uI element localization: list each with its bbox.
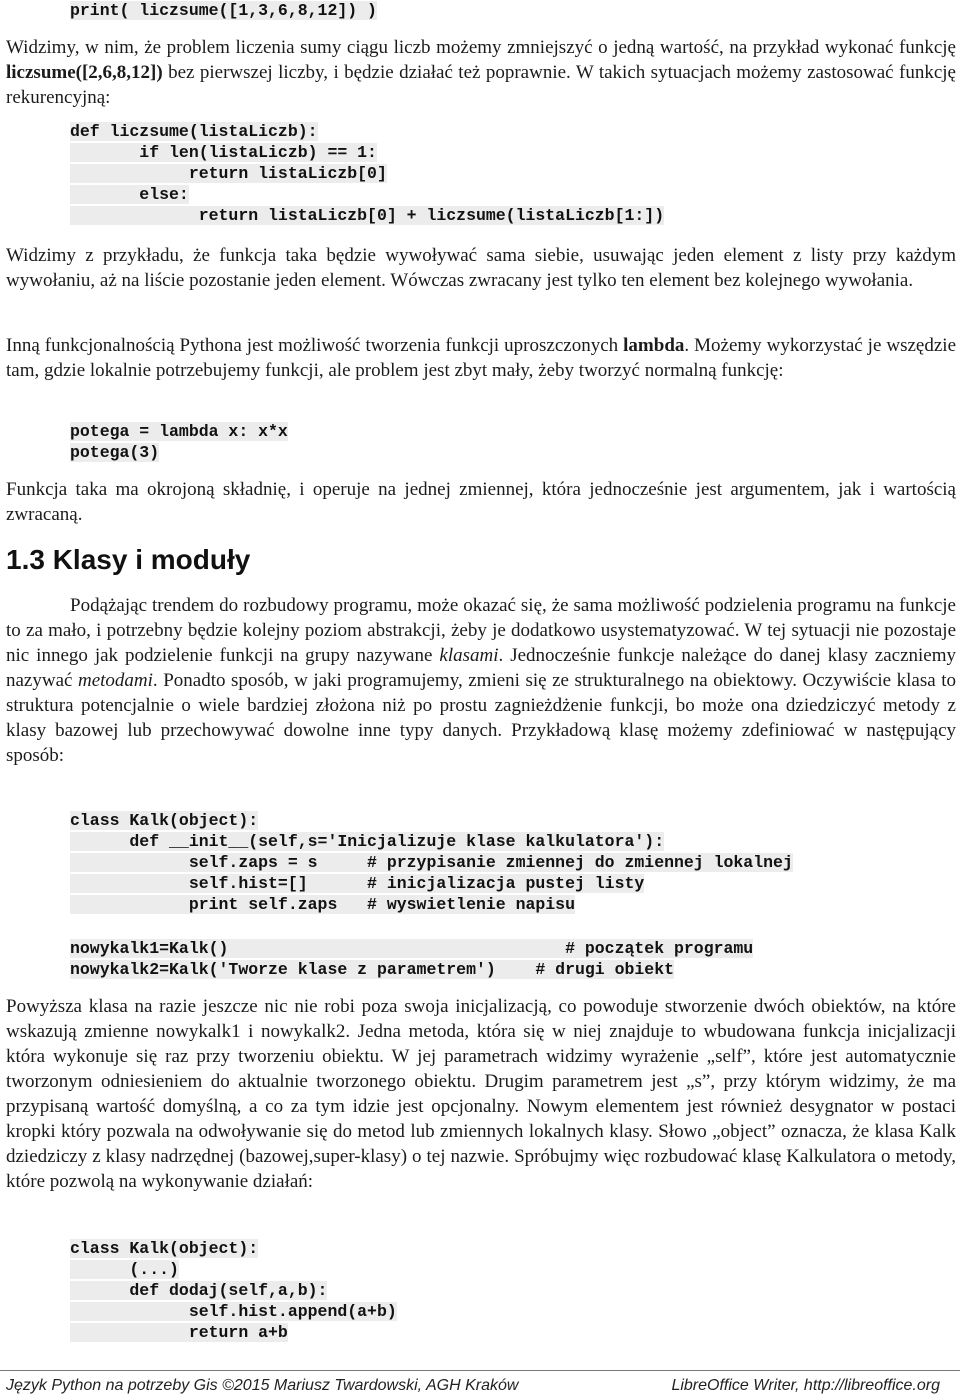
italic-term: klasami [439,645,499,666]
code-line: class Kalk(object): [70,1239,259,1258]
code-line: print self.zaps # wyswietlenie napisu [70,895,575,914]
paragraph-recursion-intro [0,35,960,110]
code-line: print( liczsume([1,3,6,8,12]) ) [70,1,377,20]
section-heading [0,544,960,576]
code-block-dodaj [0,1238,960,1343]
code-line: return listaLiczb[0] + liczsume(listaLiczb[1:]) [70,206,665,225]
code-line: def __init__(self,s='Inicjalizuje klase kalkulatora'): [70,832,665,851]
text: Widzimy, w nim, że problem liczenia sumy ciągu liczb możemy zmniejszyć o jedną wartość, na przykład wykonać funkcję [6,37,956,58]
bold-code-ref: liczsume([2,6,8,12]) [6,62,163,83]
text: Inną funkcjonalnością Pythona jest możliwość tworzenia funkcji uproszczonych [6,335,624,356]
code-line: return a+b [70,1323,288,1342]
code-line: def liczsume(listaLiczb): [70,122,318,141]
footer-right: LibreOffice Writer, http://libreoffice.org [671,1377,940,1394]
text: . Ponadto sposób, w jaki programujemy, zmieni się ze strukturalnego na obiektowy. Oczywiście klasa to struktura potencjalnie o wiele bardziej złożona niż po prostu zagnieżdżenie funkcji, bo może ona dziedziczyć metody z klasy bazowej lub przechowywać dowolne inne typy danych. Przykładową klasę możemy zdefiniować w następujący sposób: [6,670,956,766]
text: . Możemy wykorzystać je wszędzie tam, gdzie lokalnie potrzebujemy funkcji, ale problem jest zbyt mały, żeby tworzyć normalną funkcję: [6,335,956,381]
code-block-print [0,0,960,21]
heading-text: 1.3 Klasy i moduły [6,544,251,575]
code-line: class Kalk(object): [70,811,259,830]
code-line: (...) [70,1260,179,1279]
bold-keyword: lambda [623,335,685,356]
page-footer [0,1370,960,1399]
text: Podążając trendem do rozbudowy programu, może okazać się, że sama możliwość podzielenia programu na funkcje to za mało, i potrzebny będzie kolejny poziom abstrakcji, żeby je dodatkowo usystematyzować. W tej sytuacji nie pozostaje nic innego jak podzielenie funkcji na grupy nazywane [6,595,956,666]
paragraph-class-explain [0,994,960,1194]
code-block-liczsume [0,121,960,226]
text: bez pierwszej liczby, i będzie działać też poprawnie. W takich sytuacjach możemy zastosować funkcję rekurencyjną: [6,62,956,108]
code-line: nowykalk1=Kalk() # początek programu [70,939,754,958]
footer-left: Język Python na potrzeby Gis ©2015 Mariusz Twardowski, AGH Kraków [6,1377,519,1394]
code-line: potega = lambda x: x*x [70,422,288,441]
code-block-class-kalk [0,810,960,915]
paragraph-lambda-explain [0,477,960,527]
paragraph-classes [0,593,960,768]
code-line: self.hist=[] # inicjalizacja pustej listy [70,874,645,893]
paragraph-recursion-explain [0,243,960,293]
code-line: return listaLiczb[0] [70,164,387,183]
paragraph-text: Widzimy z przykładu, że funkcja taka będzie wywoływać sama siebie, usuwając jeden element z listy przy każdym wywołaniu, aż na liście pozostanie jeden element. Wówczas zwracany jest tylko ten element bez kolejnego wywołania. [6,245,956,291]
italic-term: metodami [77,670,153,691]
code-line: self.zaps = s # przypisanie zmiennej do zmiennej lokalnej [70,853,793,872]
code-line: self.hist.append(a+b) [70,1302,397,1321]
paragraph-lambda-intro [0,333,960,383]
code-block-instances [0,938,960,980]
code-line: nowykalk2=Kalk('Tworze klase z parametrem') # drugi obiekt [70,960,674,979]
code-block-lambda [0,421,960,463]
paragraph-text: Powyższa klasa na razie jeszcze nic nie robi poza swoja inicjalizacją, co powoduje stworzenie dwóch obiektów, na które wskazują zmienne nowykalk1 i nowykalk2. Jedna metoda, która się w niej znajduje to wbudowana funkcja inicjalizacji która wykonuje się raz przy tworzeniu obiektu. W jej parametrach widzimy wyrażenie „self”, które jest automatycznie tworzonym odniesieniem do aktualnie tworzonego obiektu. Drugim parametrem jest „s”, przy którym widzimy, że ma przypisaną wartość domyślną, a co za tym idzie jest opcjonalny. Nowym elementem jest również desygnator w postaci kropki który pozwala na odwoływanie się do metod lub zmiennych lokalnych klasy. Słowo „object” oznacza, że klasa Kalk dziedziczy z klasy nadrzędnej (bazowej,super-klasy) o tej nazwie. Spróbujmy więc rozbudować klasę Kalkulatora o metody, które pozwolą na wykonywanie działań: [6,996,956,1192]
code-line: def dodaj(self,a,b): [70,1281,328,1300]
code-line: else: [70,185,189,204]
paragraph-text: Funkcja taka ma okrojoną składnię, i operuje na jednej zmiennej, która jednocześnie jest argumentem, jak i wartością zwracaną. [6,479,956,525]
text: . Jednocześnie funkcje należące do danej klasy zaczniemy nazywać [6,645,956,691]
code-line: if len(listaLiczb) == 1: [70,143,377,162]
code-line: potega(3) [70,443,160,462]
